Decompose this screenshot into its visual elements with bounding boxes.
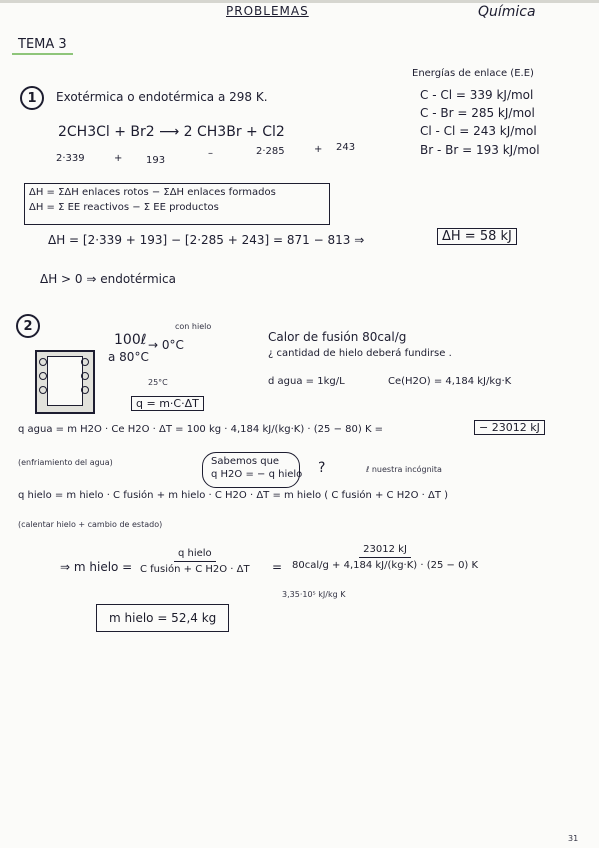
coefficient-value: 193: [146, 155, 166, 166]
coefficient-value: 243: [336, 142, 356, 153]
heating-ice-note: (calentar hielo + cambio de estado): [18, 520, 163, 529]
enthalpy-formula-box: [24, 183, 330, 225]
bond-energy-item: Cl - Cl = 243 kJ/mol: [420, 124, 537, 138]
water-specific-heat: Ce(H2O) = 4,184 kJ/kg·K: [388, 376, 512, 387]
fusion-heat: Calor de fusión 80cal/g: [268, 330, 407, 344]
enthalpy-formula-line-2: ΔH = Σ EE reactivos − Σ EE productos: [29, 202, 219, 213]
water-heat-result: − 23012 kJ: [474, 420, 545, 435]
problem-2-question: ¿ cantidad de hielo deberá fundirse .: [268, 348, 452, 359]
ice-mass-numeric-fraction: [292, 544, 478, 571]
heat-balance-intro: Sabemos que: [211, 456, 280, 467]
water-density: d agua = 1kg/L: [268, 376, 345, 387]
ice-mass-result: m hielo = 52,4 kg: [96, 604, 229, 632]
unit-conversion-note: 3,35·10⁵ kJ/kg K: [282, 590, 346, 599]
ice-heat-equation: q hielo = m hielo · C fusión + m hielo · C H2O · ΔT = m hielo ( C fusión + C H2O · ΔT ): [18, 490, 449, 501]
ice-mass-fraction-denominator: C fusión + C H2O · ΔT: [140, 564, 250, 575]
enthalpy-result: ΔH = 58 kJ: [437, 228, 517, 245]
ice-mass-lhs: ⇒ m hielo =: [60, 560, 133, 574]
question-mark: ?: [318, 460, 326, 476]
water-final-temp: → 0°C: [148, 338, 184, 352]
enthalpy-formula-line-1: ΔH = ΣΔH enlaces rotos − ΣΔH enlaces formados: [29, 187, 276, 198]
tema-heading: TEMA 3: [12, 36, 73, 55]
ice-mass-fraction-numerator: q hielo: [174, 548, 216, 562]
heat-formula-box: q = m·C·ΔT: [131, 396, 204, 411]
equals-sign: =: [272, 560, 283, 574]
coefficient-operator: +: [114, 153, 123, 164]
water-heat-calculation: q agua = m H2O · Ce H2O · ΔT = 100 kg · 4,184 kJ/(kg·K) · (25 − 80) K =: [18, 424, 384, 435]
subject-label: Química: [478, 4, 536, 20]
ice-mass-numeric-numerator: 23012 kJ: [359, 544, 411, 558]
ice-mass-numeric-denominator: 80cal/g + 4,184 kJ/(kg·K) · (25 − 0) K: [292, 560, 479, 571]
problem-1-conclusion: ΔH > 0 ⇒ endotérmica: [40, 272, 176, 286]
bond-energy-item: C - Cl = 339 kJ/mol: [420, 88, 534, 102]
page-top-edge: [0, 0, 599, 3]
heat-balance-bubble: [202, 452, 303, 488]
problem-1-statement: Exotérmica o endotérmica a 298 K.: [56, 90, 268, 104]
coefficient-value: 2·339: [56, 153, 85, 164]
cooling-note: (enfriamiento del agua): [18, 458, 113, 467]
reaction-equation: 2CH3Cl + Br2 ⟶ 2 CH3Br + Cl2: [58, 124, 285, 140]
coefficient-operator: –: [208, 148, 213, 159]
coefficient-operator: +: [314, 144, 323, 155]
unknown-note: ℓ nuestra incógnita: [366, 465, 442, 474]
bond-energy-item: C - Br = 285 kJ/mol: [420, 106, 535, 120]
problem-2-number: 2: [16, 314, 40, 338]
bond-energies-title: Energías de enlace (E.E): [412, 68, 534, 79]
enthalpy-calculation: ΔH = [2·339 + 193] − [2·285 + 243] = 871 − 813 ⇒: [48, 233, 365, 247]
page-title: PROBLEMAS: [226, 4, 309, 18]
coefficient-value: 2·285: [256, 146, 285, 157]
heat-balance-equation: q H2O = − q hielo: [211, 469, 303, 480]
with-ice-note: con hielo: [175, 322, 212, 331]
water-mass: 100ℓ: [114, 332, 147, 348]
bond-energy-item: Br - Br = 193 kJ/mol: [420, 143, 540, 157]
problem-1-number: 1: [20, 86, 44, 110]
page-number: 31: [568, 834, 579, 843]
water-initial-temp: a 80°C: [108, 350, 149, 364]
ice-block-drawing: [35, 350, 95, 414]
ambient-temp: 25°C: [148, 378, 168, 387]
ice-mass-fraction: [140, 548, 250, 575]
